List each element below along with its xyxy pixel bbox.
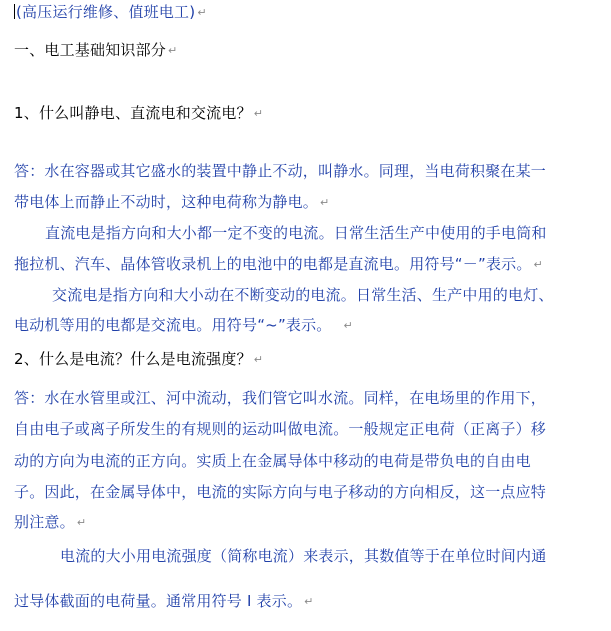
answer-2-line-4 <box>14 482 546 502</box>
answer-1-line-3 <box>45 223 547 243</box>
question-2 <box>14 349 263 370</box>
answer-2-line-5-text: 别注意。 <box>14 513 75 531</box>
answer-1-line-4 <box>14 254 543 275</box>
paragraph-mark-icon: ↵ <box>304 595 314 608</box>
question-1 <box>14 103 263 124</box>
answer-1-line-6-text: 电动机等用的电都是交流电。用符号“~”表示。 <box>14 316 332 334</box>
question-2-text: 2、什么是电流？什么是电流强度？ <box>14 350 252 368</box>
answer-2-line-1-text: 答：水在水管里或江、河中流动，我们管它叫水流。同样，在电场里的作用下， <box>14 389 547 407</box>
answer-1-line-6 <box>14 315 353 336</box>
answer-2-line-5 <box>14 512 86 533</box>
answer-1-line-5 <box>52 285 554 305</box>
question-1-text: 1、什么叫静电、直流电和交流电？ <box>14 104 252 122</box>
answer-1-line-1 <box>14 161 546 181</box>
answer-2-line-4-text: 子。因此，在金属导体中，电流的实际方向与电子移动的方向相反，这一点应特 <box>14 483 547 501</box>
paragraph-mark-icon: ↵ <box>343 319 353 332</box>
paragraph-mark-icon: ↵ <box>253 353 264 366</box>
section-title-text: 一、电工基础知识部分 <box>14 41 167 59</box>
answer-2-line-7 <box>14 591 314 612</box>
answer-1-line-5-text: 交流电是指方向和大小动在不断变动的电流。日常生活、生产中用的电灯、 <box>52 286 554 304</box>
answer-2-line-6 <box>60 546 546 566</box>
paragraph-mark-icon: ↵ <box>168 44 178 57</box>
answer-2-line-7-text: 过导体截面的电荷量。通常用符号 I 表示。 <box>14 592 303 610</box>
answer-1-line-2 <box>14 192 329 213</box>
paragraph-mark-icon: ↵ <box>320 196 330 209</box>
answer-2-line-3 <box>14 451 531 471</box>
answer-1-line-4-text: 拖拉机、汽车、晶体管收录机上的电池中的电都是直流电。用符号“－”表示。 <box>14 255 532 273</box>
paragraph-mark-icon: ↵ <box>197 6 207 19</box>
section-title <box>14 40 177 61</box>
answer-1-line-2-text: 带电体上而静止不动时，这种电荷称为静电。 <box>14 193 319 211</box>
paragraph-mark-icon: ↵ <box>253 107 264 120</box>
answer-2-line-2 <box>14 419 546 439</box>
answer-2-line-6-text: 电流的大小用电流强度（简称电流）来表示，其数值等于在单位时间内通 <box>60 547 547 565</box>
answer-1-line-3-text: 直流电是指方向和大小都一定不变的电流。日常生活生产中使用的手电筒和 <box>45 224 547 242</box>
answer-2-line-1 <box>14 388 546 408</box>
paragraph-mark-icon: ↵ <box>76 516 87 529</box>
paragraph-mark-icon: ↵ <box>533 258 543 271</box>
answer-2-line-2-text: 自由电子或离子所发生的有规则的运动叫做电流。一般规定正电荷（正离子）移 <box>14 420 547 438</box>
header-text: (高压运行维修、值班电工) <box>16 3 196 21</box>
answer-1-line-1-text: 答：水在容器或其它盛水的装置中静止不动，叫静水。同理，当电荷积聚在某一 <box>14 162 547 180</box>
header-line <box>14 2 207 23</box>
answer-2-line-3-text: 动的方向为电流的正方向。实质上在金属导体中移动的电荷是带负电的自由电 <box>14 452 531 470</box>
text-cursor <box>14 4 15 19</box>
